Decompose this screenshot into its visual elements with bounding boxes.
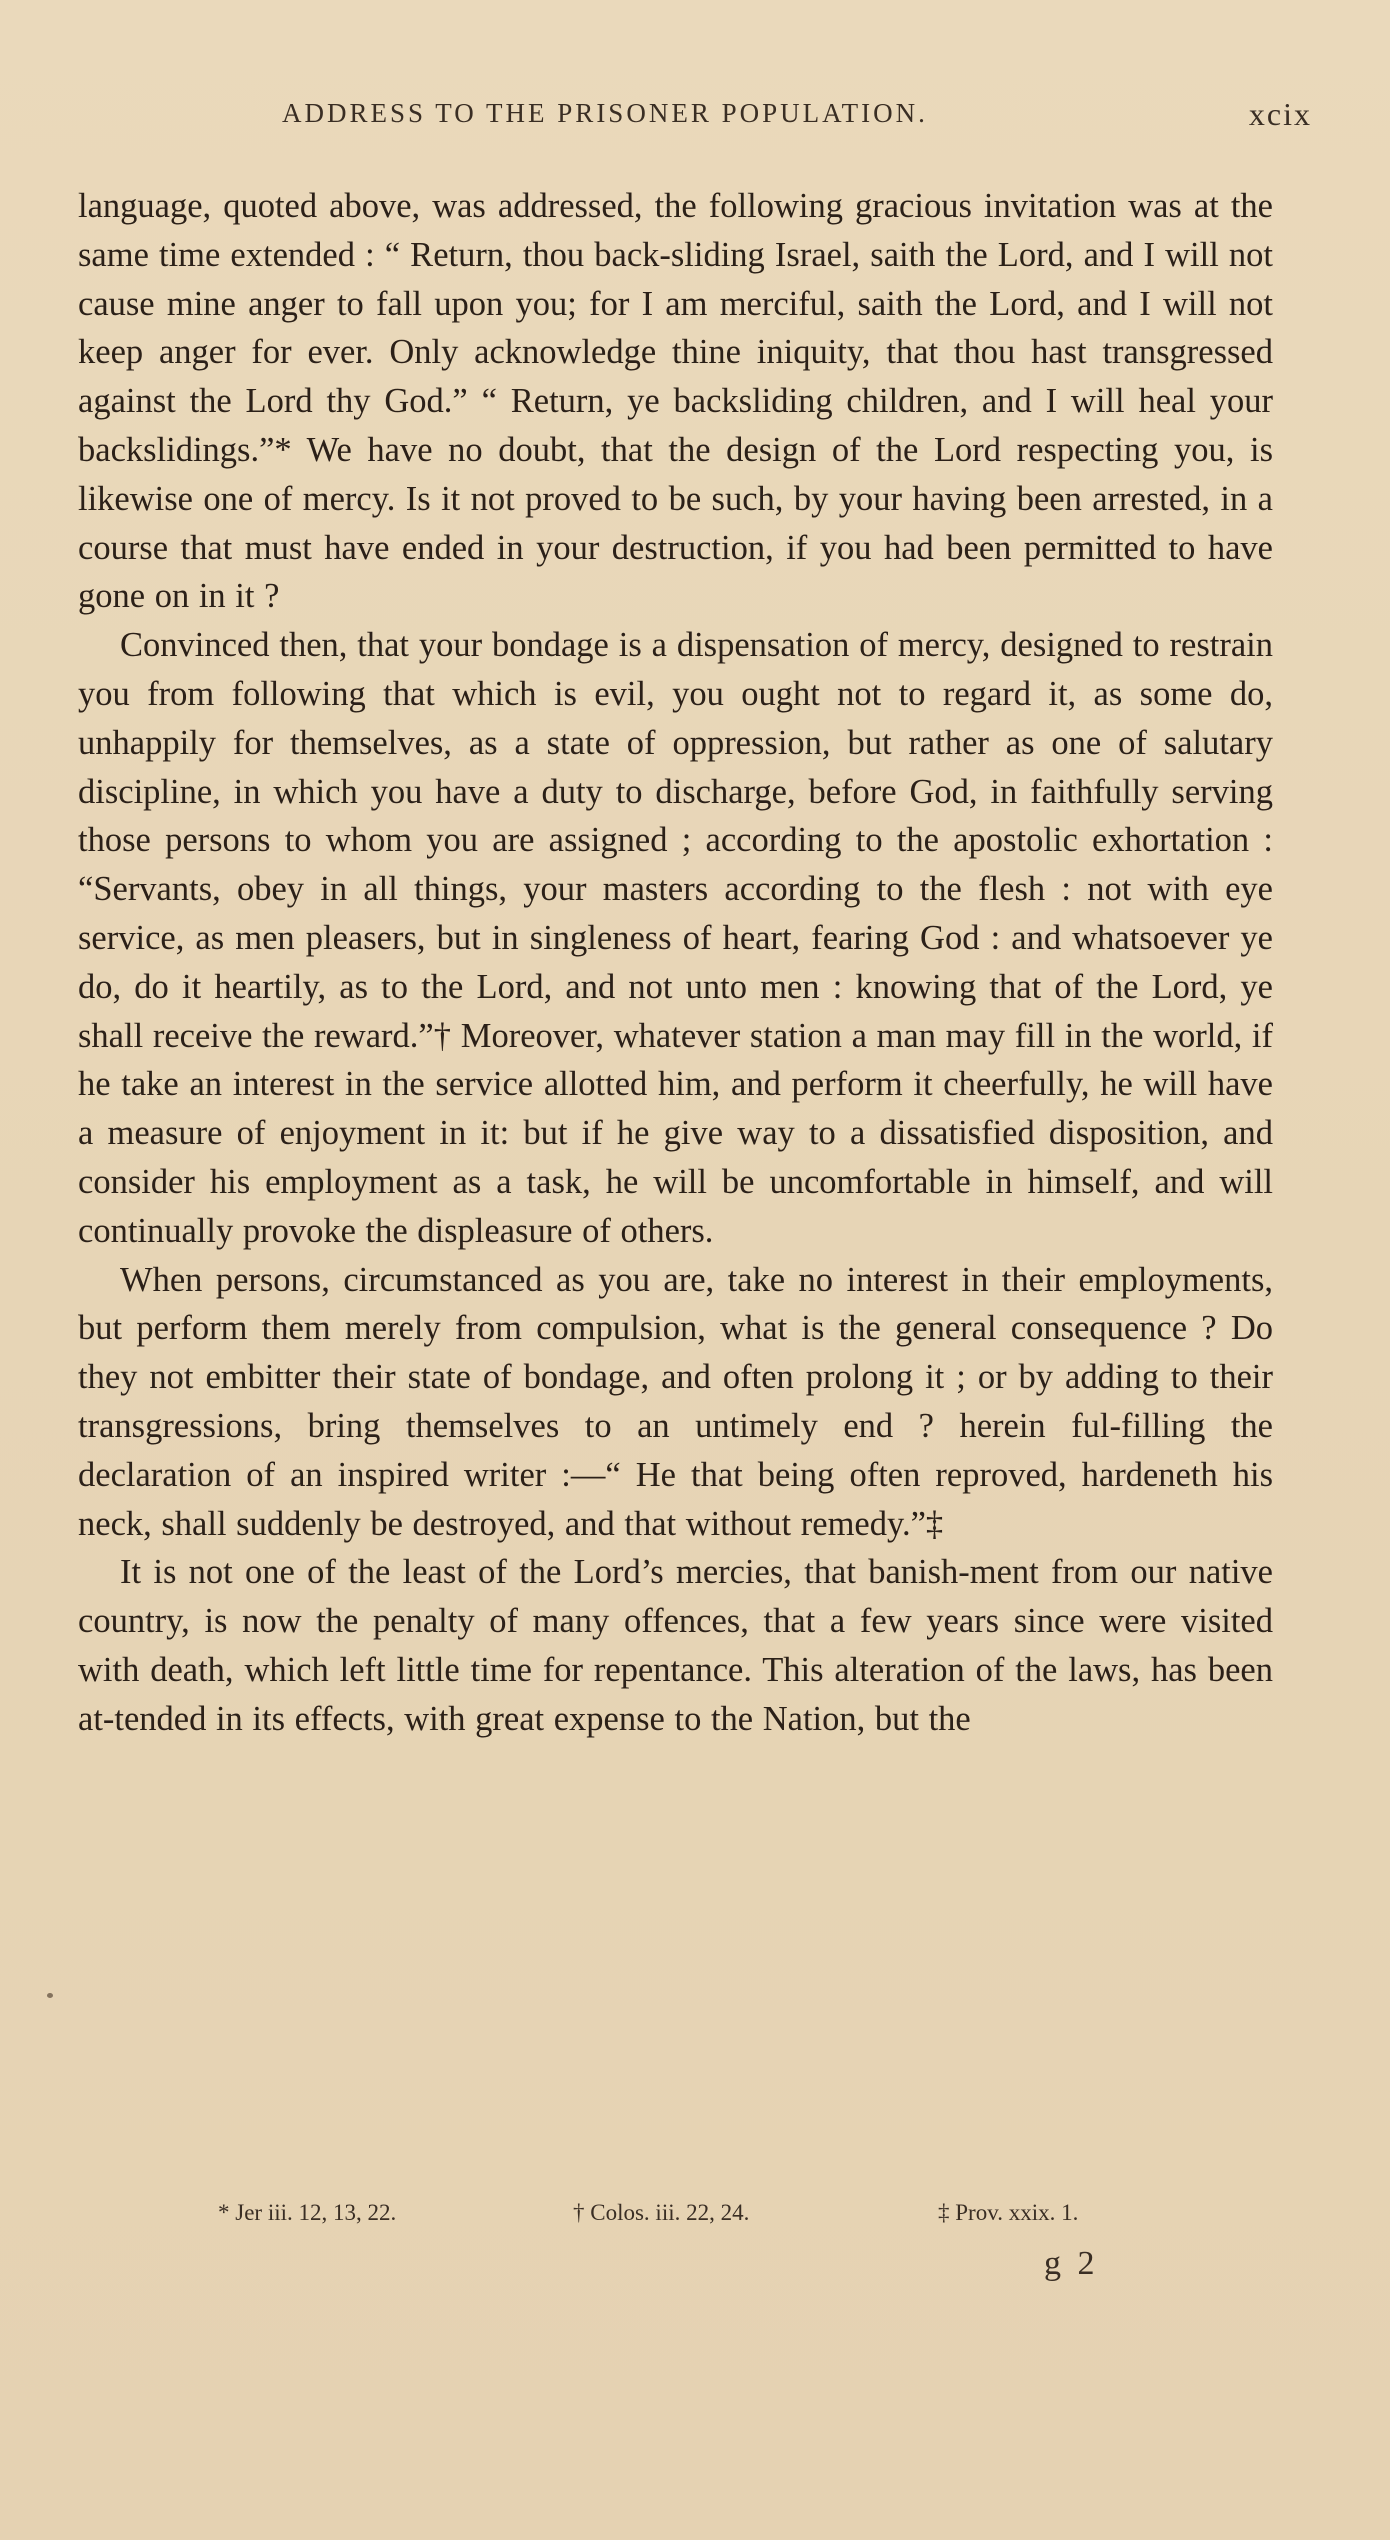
footnotes [218,2200,1148,2240]
footnote: ‡ Prov. xxix. 1. [938,2200,1079,2225]
signature-mark: g 2 [1044,2245,1099,2282]
footnote: * Jer iii. 12, 13, 22. [218,2200,397,2225]
body-text [78,182,1273,1744]
ink-speck [47,1993,53,1998]
page-header [82,98,1312,142]
footnote: † Colos. iii. 22, 24. [573,2200,750,2225]
page-number: xcix [1248,96,1312,132]
paragraph: It is not one of the least of the Lord’s mercies, that banish-ment from our native country, is now the penalty of many offences, that a few years since were visited with death, which left little time for repentance. This alteration of the laws, has been at-tended in its effects, with great expense to the Nation, but the [78,1553,1273,1738]
running-head: ADDRESS TO THE PRISONER POPULATION. [282,98,928,128]
paragraph: language, quoted above, was addressed, the following gracious invitation was at the same time extended : “ Return, thou back-sliding Israel, saith the Lord, and I will not cause mine anger to fall upon you; for I am merciful, saith the Lord, and I will not keep anger for ever. Only acknowledge thine iniquity, that thou hast transgressed against the Lord thy God.” “ Return, ye backsliding children, and I will heal your backslidings.”* We have no doubt, that the design of the Lord respecting you, is likewise one of mercy. Is it not proved to be such, by your having been arrested, in a course that must have ended in your destruction, if you had been permitted to have gone on in it ? [78,187,1273,616]
paragraph: Convinced then, that your bondage is a dispensation of mercy, designed to restrain you from following that which is evil, you ought not to regard it, as some do, unhappily for themselves, as a state of oppression, but rather as one of salutary discipline, in which you have a duty to discharge, before God, in faithfully serving those persons to whom you are assigned ; according to the apostolic exhortation : “Servants, obey in all things, your masters according to the flesh : not with eye service, as men pleasers, but in singleness of heart, fearing God : and whatsoever ye do, do it heartily, as to the Lord, and not unto men : knowing that of the Lord, ye shall receive the reward.”† Moreover, whatever station a man may fill in the world, if he take an interest in the service allotted him, and perform it cheerfully, he will have a measure of enjoyment in it: but if he give way to a dissatisfied disposition, and consider his employment as a task, he will be uncomfortable in himself, and will continually provoke the displeasure of others. [78,626,1273,1250]
paragraph: When persons, circumstanced as you are, take no interest in their employments, but perform them merely from compulsion, what is the general consequence ? Do they not embitter their state of bondage, and often prolong it ; or by adding to their transgressions, bring themselves to an untimely end ? herein ful-filling the declaration of an inspired writer :—“ He that being often reproved, hardeneth his neck, shall suddenly be destroyed, and that without remedy.”‡ [78,1260,1273,1543]
